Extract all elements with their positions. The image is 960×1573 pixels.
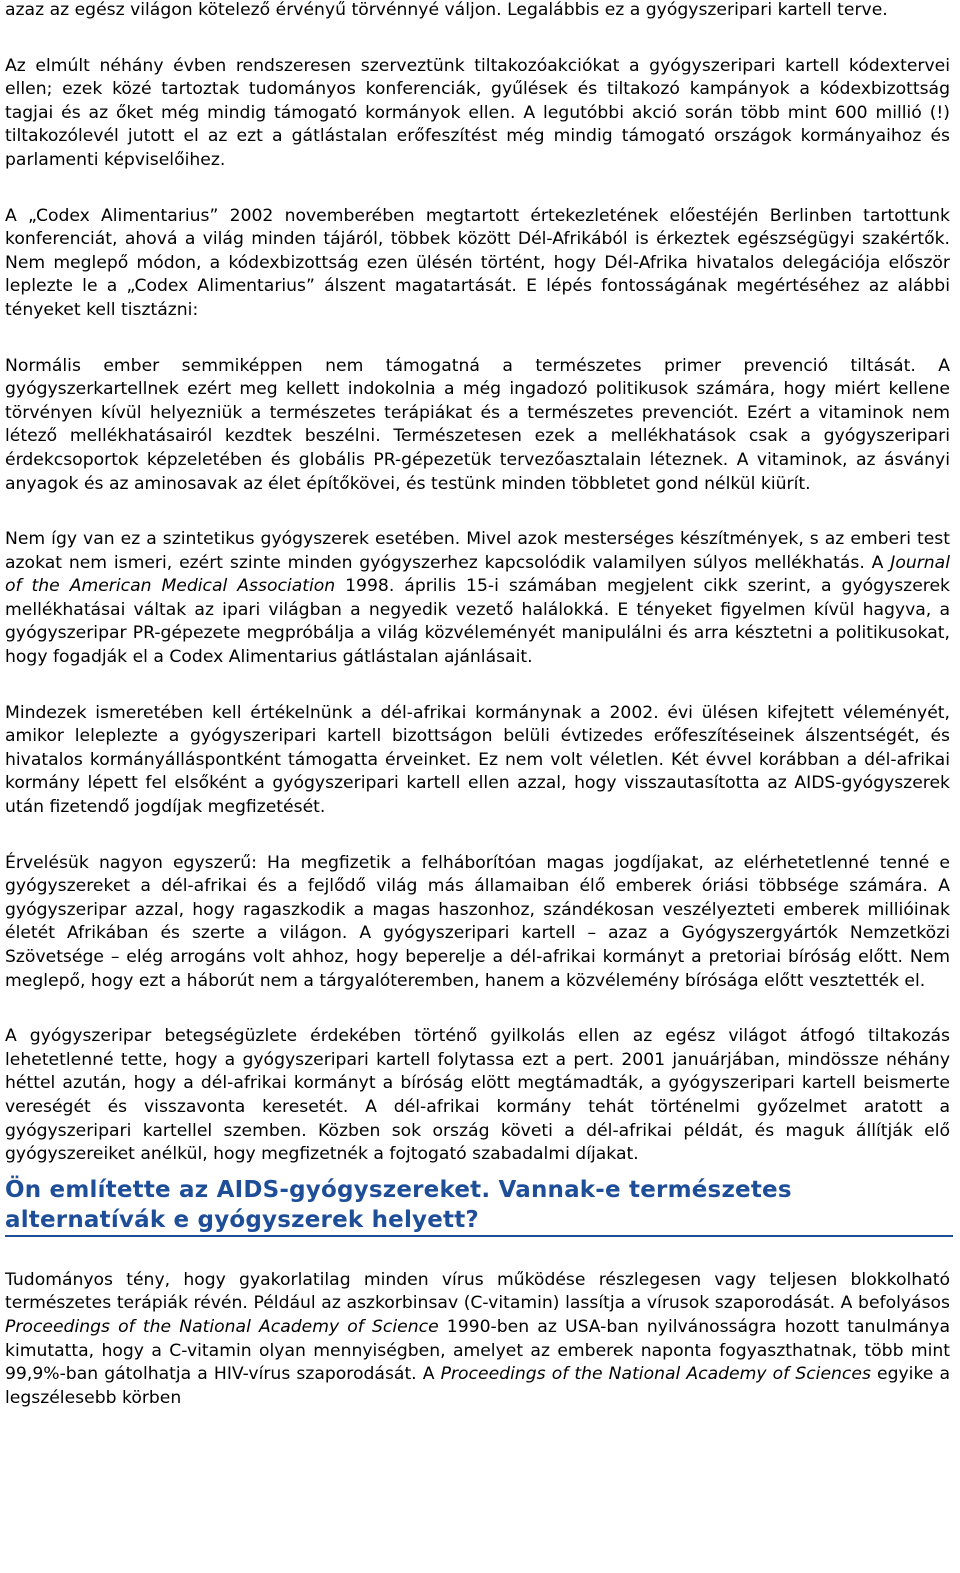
journal-title: Proceedings of the National Academy of Sciences (440, 1364, 871, 1385)
text-run: egyike a legszélesebb körben (5, 1364, 950, 1408)
paragraph-fragment: azaz az egész világon kötelező érvényű törvénnyé váljon. Legalábbis ez a gyógyszeripari kartell terve. (5, 0, 888, 20)
paragraph-argument: Érvelésük nagyon egyszerű: Ha megfizetik a felháborítóan magas jogdíjakat, az elérhetetlenné tenné e gyógyszereket a dél-afrikai és a fejlődő világ más államaiban élő emberek óriási többsége számára. A gyógyszeripar azzal, hogy ragaszkodik a magas haszonhoz, szándékosan veszélyezteti emberek millióinak életét Afrikában és szerte a világon. A gyógyszeripari kartell – azaz a Gyógyszergyártók Nemzetközi Szövetsége – elég arrogáns volt ahhoz, hogy beperelje a dél-afrikai kormányt a pretoriai bíróság előtt. Nem meglepő, hogy ezt a háborút nem a tárgyalóteremben, hanem a közvélemény bírósága előtt vesztették el. (5, 852, 950, 991)
text-run: 1990-ben az USA-ban nyilvánosságra hozott tanulmánya kimutatta, hogy a C-vitamin olyan mennyiségben, amelyet az emberek naponta fogyaszthatnak, több mint 99,9%-ban gátolhatja a HIV-vírus szaporodását. A (5, 1316, 950, 1385)
paragraph-vitamin-c (5, 1269, 950, 1411)
paragraph-natural-prevention: Normális ember semmiképpen nem támogatná a természetes primer prevenció tiltását. A gyógyszerkartellnek ezért meg kellett indokolnia a még ingadozó politikusok számára, hogy miért kellene törvényen kívül helyezniük a természetes terápiákat és a természetes prevenciót. Ezért a vitaminok nem létező mellékhatásairól kezdtek beszélni. Természetesen ezek a mellékhatások csak a gyógyszeripari érdekcsoportok képzeletében és globális PR-gépezetük tervezőasztalain léteznek. A vitaminok, az ásványi anyagok és az aminosavak az élet építőkövei, és testünk minden többletet gond nélkül kiürít. (5, 355, 950, 494)
paragraph-protest-actions: Az elmúlt néhány évben rendszeresen szerveztünk tiltakozóakciókat a gyógyszeripari kartell kódextervei ellen; ezek közé tartoztak tudományos konferenciák, gyűlések és tiltakozó kampányok a kódexbizottság tagjai és az őket még mindig támogató kormányok ellen. A legutóbbi akció során több mint 600 millió (!) tiltakozólevél jutott el az ezt a gátlástalan erőfeszítést még mindig támogató országok kormányaihoz és parlamenti képviselőihez. (5, 55, 950, 170)
journal-title: Journal of the American Medical Association (5, 552, 950, 597)
text-run: 1998. április 15-i számában megjelent cikk szerint, a gyógyszerek mellékhatásai váltak az ipari világban a negyedik vezető halálokká. E tényeket figyelmen kívül hagyva, a gyógyszeripar PR-gépezete megpróbálja a világ közvéleményét manipulálni és arra késztetni a politikusokat, hogy fogadják el a Codex Alimentarius gátlástalan ajánlásait. (5, 576, 950, 668)
text-run: Tudományos tény, hogy gyakorlatilag minden vírus működése részlegesen vagy teljesen blokkolható természetes terápiák révén. Például az aszkorbinsav (C-vitamin) lassítja a vírusok szaporodását. A befolyásos (5, 1269, 950, 1314)
section-heading: Ön említette az AIDS-gyógyszereket. Vannak-e természetes alternatívák e gyógyszerek helyett? (5, 1175, 953, 1237)
paragraph-codex-berlin: A „Codex Alimentarius” 2002 novemberében megtartott értekezletének előestéjén Berlinben tartottunk konferenciát, ahová a világ minden tájáról, többek között Dél-Afrikából is érkeztek egészségügyi szakértők. Nem meglepő módon, a kódexbizottság ezen ülésén történt, hogy Dél-Afrika hivatalos delegációja először leplezte le a „Codex Alimentarius” álszent magatartását. E lépés fontosságának megértéséhez az alábbi tényeket kell tisztázni: (5, 205, 950, 320)
journal-title: Proceedings of the National Academy of Science (5, 1316, 439, 1337)
paragraph-south-africa-2002: Mindezek ismeretében kell értékelnünk a dél-afrikai kormánynak a 2002. évi ülésen kifejtett véleményét, amikor leleplezte a gyógyszeripari kartell bizottságon belüli évtizedes erőfeszítéseinek álszentségét, és hivatalos kormányálláspontként támogatta érveinket. Ez nem volt véletlen. Két évvel korábban a dél-afrikai kormány lépett fel elsőként a gyógyszeripari kartell ellen azzal, hogy visszautasította az AIDS-gyógyszerek után fizetendő jogdíjak megfizetését. (5, 702, 950, 818)
paragraph-lawsuit: A gyógyszeripar betegségüzlete érdekében történő gyilkolás ellen az egész világot átfogó tiltakozás lehetetlenné tette, hogy a gyógyszeripari kartell folytassa ezt a pert. 2001 januárjában, mindössze néhány héttel azután, hogy a dél-afrikai kormányt a bíróság elött megtámadták, a gyógyszeripari kartell beismerte vereségét és visszavonta keresetét. A dél-afrikai kormány tehát történelmi győzelmet aratott a gyógyszeripari kartellel szemben. Közben sok ország követi a dél-afrikai példát, és maguk állítják elő gyógyszereiket anélkül, hogy megfizetnék a fojtogató szabadalmi díjakat. (5, 1026, 950, 1165)
document-page (5, 0, 950, 1410)
paragraph-synthetic-drugs (5, 528, 950, 670)
text-run: Nem így van ez a szintetikus gyógyszerek esetében. Mivel azok mesterséges készítmények, s az emberi test azokat nem ismeri, ezért szinte minden gyógyszerhez kapcsolódik valamilyen súlyos mellékhatás. A (5, 529, 950, 573)
